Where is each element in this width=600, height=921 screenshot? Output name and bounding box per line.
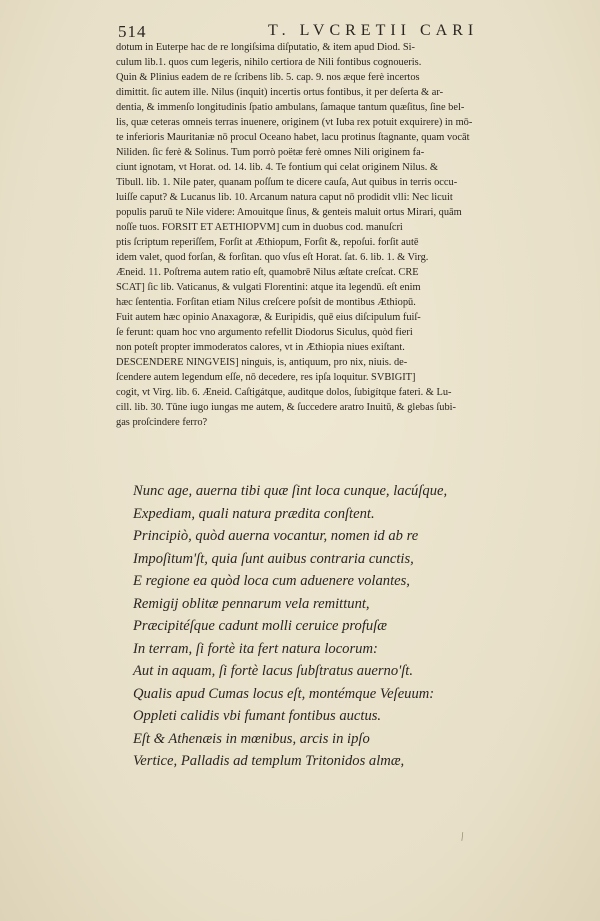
commentary-line: noſſe tuos. FORSIT ET AETHIOPVM] cum in duobus cod. manuſcri <box>116 222 403 233</box>
poem-line: Principiò, quòd auerna vocantur, nomen id ab re <box>133 528 419 544</box>
poem-line: Remigij oblitæ pennarum vela remittunt, <box>133 595 370 612</box>
commentary-line: Niliden. ſic ferè & Solinus. Tum porrò poëtæ ferè omnes Nili originem fa- <box>116 147 425 158</box>
commentary-line: luiſſe caput? & Lucanus lib. 10. Arcanum natura caput nō prodidit vlli: Nec licuit <box>116 192 453 203</box>
commentary-line: dentia, & immenſo longitudinis ſpatio ambulans, ſamaque tantum quæſitus, ſine bel- <box>116 102 465 113</box>
poem-line: Expediam, quali natura prædita conſtent. <box>133 505 375 522</box>
commentary-line: Quin & Plinius eadem de re ſcribens lib. 5. cap. 9. nos æque ferè incertos <box>116 72 420 83</box>
poem-line: Præcipitéſque cadunt molli ceruice profuſæ <box>133 618 387 634</box>
commentary-line: dotum in Euterpe hac de re longiſsima diſputatio, & item apud Diod. Si- <box>116 42 415 53</box>
poem-line: E regione ea quòd loca cum aduenere volantes, <box>133 573 410 589</box>
page-smudge-mark: ⁄ <box>459 832 466 843</box>
poem-line: Aut in aquam, ſi fortè lacus ſubſtratus auerno'ſt. <box>133 663 413 679</box>
commentary-line: dimittit. ſic autem ille. Nilus (inquit) incertis ortus fontibus, it per deſerta & ar- <box>116 87 444 98</box>
commentary-line: ſcendere autem legendum eſſe, nō decedere, res ipſa loquitur. SVBIGIT] <box>116 372 416 383</box>
commentary-line: cill. lib. 30. Tūne iugo iungas me autem, & ſuccedere aratro Inuitū, & glebas ſubi- <box>116 402 457 413</box>
commentary-line: populis paruū te Nile videre: Amouitque ſinus, & genteis maluit ortus Mirari, quām <box>116 207 462 218</box>
poem-line: Vertice, Palladis ad templum Tritonidos almæ, <box>133 753 405 769</box>
commentary-line: te inferioris Mauritaniæ nō procul Oceano habet, lacu protinus ſtagnante, quam vocāt <box>116 132 470 143</box>
commentary-line: SCAT] ſic lib. Vaticanus, & vulgati Florentini: atque ita legendū. eſt enim <box>116 282 421 293</box>
poem-line: Impoſitum'ſt, quia ſunt auibus contraria cunctis, <box>133 550 414 567</box>
commentary-line: ſe ferunt: quam hoc vno argumento refellit Diodorus Siculus, quòd fieri <box>116 327 413 338</box>
poem-line: Eſt & Athenæis in mœnibus, arcis in ipſo <box>133 730 370 747</box>
commentary-line: idem valet, quod forſan, & forſitan. quo vſus eſt Horat. ſat. 6. lib. 1. & Virg. <box>116 252 429 263</box>
poem-line: In terram, ſi fortè ita fert natura locorum: <box>133 640 378 657</box>
running-title: T. LVCRETII CARI <box>268 22 479 39</box>
commentary-line: non poteſt propter immoderatos calores, vt in Æthiopia niues exiſtant. <box>116 342 405 353</box>
commentary-line: ptis ſcriptum reperiſſem, Forſit at Æthiopum, Forſit &, repoſui. forſit autē <box>116 237 419 248</box>
commentary-line: Æneid. 11. Poſtrema autem ratio eſt, quamobrē Nilus æſtate creſcat. CRE <box>116 267 419 278</box>
commentary-text-block <box>116 40 554 430</box>
commentary-line: Tibull. lib. 1. Nile pater, quanam poſſum te dicere cauſa, Aut quibus in terris occu- <box>116 177 458 188</box>
commentary-line: ciunt ignotam, vt Horat. od. 14. lib. 4. Te fontium qui celat originem Nilus. & <box>116 162 439 173</box>
commentary-line: hæc ſententia. Forſitan etiam Nilus creſcere poſsit de montibus Æthiopū. <box>116 297 416 308</box>
poem-line: Oppleti calidis vbi fumant fontibus auctus. <box>133 708 382 724</box>
commentary-line: lis, quæ ceteras omneis terras inuenere, originem (vt Iuba rex potuit exquirere) in mō- <box>116 117 473 128</box>
poem-line: Nunc age, auerna tibi quæ ſint loca cunque, lacúſque, <box>133 483 448 499</box>
commentary-line: Fuit autem hæc opinio Anaxagoræ, & Euripidis, quē eius diſcipulum fuiſ- <box>116 312 421 323</box>
commentary-line: culum lib.1. quos cum legeris, nihilo certiora de Nili fontibus cognoueris. <box>116 57 422 68</box>
commentary-line: gas proſcindere ferro? <box>116 417 208 428</box>
page-number: 514 <box>118 22 147 41</box>
commentary-line: DESCENDERE NINGVEIS] ninguis, is, antiquum, pro nix, niuis. de- <box>116 357 408 368</box>
poem-line: Qualis apud Cumas locus eſt, montémque Veſeuum: <box>133 685 435 702</box>
poem-verse-block <box>133 480 553 773</box>
commentary-line: cogit, vt Virg. lib. 6. Æneid. Caſtigátque, auditque dolos, ſubigítque fateri. & Lu- <box>116 387 452 398</box>
